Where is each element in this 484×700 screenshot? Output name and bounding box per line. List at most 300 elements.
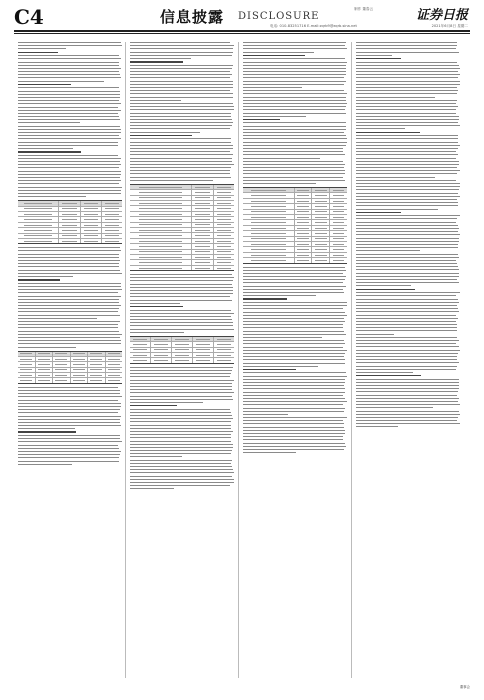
text-line — [356, 247, 458, 248]
table-cell — [106, 352, 123, 356]
text-line — [356, 218, 457, 219]
table-cell — [59, 217, 80, 221]
text-line — [243, 321, 345, 322]
text-line — [130, 170, 230, 171]
table-cell — [243, 193, 295, 197]
table-cell — [193, 348, 214, 352]
table-cell — [295, 226, 313, 230]
text-line — [243, 122, 346, 123]
text-line — [130, 479, 234, 480]
table-cell — [53, 373, 71, 377]
text-line — [356, 180, 456, 181]
table-cell — [59, 212, 80, 216]
text-line — [356, 93, 457, 94]
table-cell — [243, 220, 295, 224]
text-line — [356, 238, 459, 239]
table-cell — [330, 220, 347, 224]
text-line — [356, 71, 458, 72]
text-line — [18, 196, 86, 197]
text-line — [243, 77, 344, 78]
table-cell — [214, 337, 234, 341]
text-line — [243, 74, 346, 75]
table-cell — [192, 212, 213, 216]
table-cell — [18, 362, 36, 366]
text-line — [18, 263, 119, 264]
text-line — [243, 433, 345, 434]
text-line — [130, 437, 231, 438]
text-line — [130, 148, 233, 149]
text-line — [243, 138, 347, 139]
text-line — [356, 407, 433, 408]
text-line — [130, 412, 231, 413]
table-cell — [193, 358, 214, 362]
text-line — [356, 343, 456, 344]
table-cell — [192, 217, 213, 221]
table-cell — [214, 206, 234, 210]
table-cell — [81, 217, 102, 221]
text-line — [18, 180, 121, 181]
text-line — [18, 451, 121, 452]
text-line — [356, 48, 456, 49]
text-line — [243, 340, 344, 341]
text-line — [356, 263, 457, 264]
table-cell — [192, 196, 213, 200]
text-line — [130, 58, 191, 59]
table-cell — [295, 188, 313, 192]
text-line — [18, 412, 118, 413]
table-cell — [192, 233, 213, 237]
text-line — [18, 273, 122, 274]
text-line — [130, 460, 232, 461]
text-line — [18, 302, 119, 303]
text-line — [18, 324, 118, 325]
section-heading-line — [130, 61, 183, 62]
newspaper-logo: 证券日报 — [415, 8, 468, 23]
table-cell — [312, 253, 330, 257]
text-line — [18, 119, 120, 120]
text-line — [356, 164, 459, 165]
section-heading-line — [130, 405, 177, 406]
text-line — [18, 428, 75, 429]
text-line — [243, 423, 344, 424]
text-line — [18, 122, 80, 123]
text-line — [130, 386, 232, 387]
text-line — [356, 308, 458, 309]
text-line — [18, 457, 119, 458]
text-line — [18, 334, 122, 335]
table-cell — [172, 358, 193, 362]
table-cell — [330, 247, 347, 251]
text-line — [243, 173, 345, 174]
text-line — [130, 277, 234, 278]
text-line — [356, 359, 457, 360]
text-line — [356, 106, 458, 107]
text-line — [130, 300, 232, 301]
text-line — [356, 391, 458, 392]
table-cell — [59, 228, 80, 232]
text-line — [243, 90, 344, 91]
text-line — [18, 250, 121, 251]
text-line — [18, 103, 121, 104]
text-line — [18, 116, 119, 117]
text-line — [356, 151, 456, 152]
text-line — [130, 93, 233, 94]
table-cell — [71, 368, 89, 372]
table-cell — [53, 352, 71, 356]
text-line — [130, 472, 234, 473]
text-line — [356, 161, 459, 162]
text-line — [243, 292, 344, 293]
table-cell — [81, 207, 102, 211]
text-line — [243, 331, 344, 332]
table-cell — [330, 210, 347, 214]
text-line — [243, 180, 345, 181]
text-line — [130, 42, 230, 43]
text-line — [243, 372, 346, 373]
text-line — [243, 318, 344, 319]
text-line — [356, 55, 392, 56]
text-line — [356, 411, 459, 412]
text-line — [243, 408, 345, 409]
text-line — [356, 119, 459, 120]
text-line — [243, 48, 347, 49]
text-line — [18, 321, 120, 322]
text-line — [356, 254, 458, 255]
text-line — [130, 367, 233, 368]
section-heading-line — [243, 298, 287, 299]
text-line — [130, 488, 174, 489]
section-heading-line — [18, 52, 58, 53]
section-heading-line — [18, 151, 81, 152]
text-line — [18, 164, 121, 165]
table-cell — [193, 353, 214, 357]
text-line — [243, 315, 347, 316]
text-line — [243, 446, 346, 447]
text-line — [18, 276, 73, 277]
table-cell — [330, 226, 347, 230]
table-cell — [130, 255, 192, 259]
text-line — [243, 376, 347, 377]
text-line — [243, 116, 306, 117]
header-rule — [14, 30, 470, 32]
table-cell — [106, 362, 123, 366]
text-line — [356, 90, 458, 91]
column-divider — [351, 42, 352, 678]
text-line — [356, 77, 458, 78]
text-line — [18, 441, 122, 442]
table-cell — [330, 253, 347, 257]
text-line — [356, 125, 460, 126]
text-line — [18, 155, 118, 156]
text-line — [18, 318, 97, 319]
text-line — [18, 77, 121, 78]
table-cell — [312, 215, 330, 219]
table-cell — [71, 352, 89, 356]
text-line — [18, 311, 118, 312]
text-line — [18, 260, 120, 261]
section-heading-line — [18, 279, 60, 280]
data-table — [130, 184, 234, 271]
table-cell — [130, 250, 192, 254]
text-line — [243, 167, 344, 168]
text-line — [18, 142, 118, 143]
table-cell — [102, 201, 122, 205]
table-cell — [130, 228, 192, 232]
text-line — [130, 425, 231, 426]
table-cell — [18, 207, 59, 211]
table-cell — [59, 239, 80, 243]
text-line — [356, 340, 459, 341]
table-cell — [71, 373, 89, 377]
text-line — [356, 279, 457, 280]
text-line — [243, 52, 314, 53]
section-heading-line — [356, 212, 401, 213]
contact-line: 电话: 010-83251716 E-mail:zqrb9@zqrb.sina.net — [270, 24, 357, 28]
text-line — [130, 456, 182, 457]
text-line — [130, 447, 233, 448]
table-cell — [88, 378, 106, 382]
text-line — [356, 382, 459, 383]
table-cell — [295, 231, 313, 235]
table-cell — [81, 212, 102, 216]
text-line — [18, 340, 121, 341]
table-cell — [214, 217, 234, 221]
text-line — [243, 158, 320, 159]
text-line — [356, 116, 459, 117]
data-table — [130, 336, 234, 364]
text-line — [18, 419, 120, 420]
table-cell — [36, 357, 54, 361]
table-cell — [243, 258, 295, 262]
section-title: 信息披露 — [160, 8, 225, 26]
table-cell — [330, 237, 347, 241]
table-cell — [81, 228, 102, 232]
table-cell — [243, 188, 295, 192]
text-line — [356, 379, 459, 380]
table-cell — [18, 373, 36, 377]
table-cell — [330, 258, 347, 262]
text-line — [243, 312, 345, 313]
text-line — [243, 93, 347, 94]
text-line — [243, 289, 343, 290]
table-cell — [102, 234, 122, 238]
text-line — [130, 428, 231, 429]
table-cell — [295, 253, 313, 257]
text-line — [18, 308, 119, 309]
table-cell — [18, 217, 59, 221]
text-line — [18, 393, 120, 394]
table-cell — [214, 348, 234, 352]
text-line — [130, 280, 233, 281]
text-line — [356, 366, 457, 367]
section-heading-line — [243, 55, 305, 56]
text-line — [18, 416, 121, 417]
table-cell — [295, 220, 313, 224]
text-line — [356, 186, 460, 187]
page-code: C4 — [14, 5, 44, 29]
text-line — [18, 48, 66, 49]
text-line — [356, 113, 456, 114]
table-cell — [172, 337, 193, 341]
text-line — [356, 369, 456, 370]
table-cell — [130, 185, 192, 189]
table-cell — [53, 368, 71, 372]
text-line — [243, 411, 344, 412]
table-cell — [130, 348, 151, 352]
table-cell — [151, 358, 172, 362]
text-line — [356, 266, 458, 267]
text-line — [18, 422, 120, 423]
text-line — [243, 449, 344, 450]
data-table — [18, 351, 122, 384]
text-line — [356, 292, 460, 293]
table-cell — [330, 215, 347, 219]
table-cell — [243, 204, 295, 208]
text-line — [18, 425, 121, 426]
text-line — [356, 62, 457, 63]
table-cell — [106, 357, 123, 361]
text-line — [130, 132, 200, 133]
text-line — [243, 366, 318, 367]
text-column-1 — [18, 42, 122, 682]
text-line — [243, 267, 345, 268]
table-cell — [59, 201, 80, 205]
text-line — [18, 132, 121, 133]
text-line — [130, 45, 234, 46]
text-line — [18, 183, 119, 184]
table-cell — [81, 201, 102, 205]
text-line — [356, 135, 458, 136]
text-line — [130, 48, 233, 49]
table-cell — [312, 199, 330, 203]
table-row — [130, 266, 234, 270]
text-line — [130, 485, 230, 486]
table-cell — [330, 193, 347, 197]
data-table — [18, 200, 122, 244]
text-line — [356, 337, 457, 338]
table-cell — [106, 373, 123, 377]
table-cell — [192, 206, 213, 210]
text-line — [130, 415, 232, 416]
text-line — [243, 327, 343, 328]
text-line — [356, 324, 457, 325]
text-line — [130, 389, 232, 390]
issue-date: 2021年6月8日 星期二 — [431, 24, 468, 28]
text-line — [243, 97, 346, 98]
table-cell — [18, 212, 59, 216]
table-cell — [214, 233, 234, 237]
table-cell — [243, 199, 295, 203]
text-line — [356, 311, 459, 312]
text-line — [243, 170, 345, 171]
table-cell — [130, 266, 192, 270]
text-line — [356, 401, 458, 402]
table-cell — [151, 337, 172, 341]
table-cell — [36, 378, 54, 382]
table-cell — [36, 352, 54, 356]
text-line — [243, 388, 345, 389]
text-line — [356, 334, 394, 335]
table-cell — [151, 353, 172, 357]
text-line — [18, 158, 121, 159]
text-line — [356, 97, 435, 98]
text-line — [356, 122, 458, 123]
text-line — [356, 372, 413, 373]
text-line — [130, 87, 233, 88]
text-line — [18, 305, 121, 306]
text-line — [130, 421, 231, 422]
text-line — [130, 329, 234, 330]
text-line — [18, 296, 121, 297]
text-line — [18, 74, 120, 75]
text-line — [130, 482, 234, 483]
table-cell — [312, 242, 330, 246]
text-line — [356, 327, 457, 328]
text-line — [243, 270, 346, 271]
text-line — [243, 286, 346, 287]
text-line — [243, 302, 347, 303]
table-row — [18, 378, 122, 382]
text-line — [18, 129, 121, 130]
text-line — [130, 103, 233, 104]
text-line — [18, 337, 120, 338]
text-line — [130, 177, 231, 178]
text-line — [243, 109, 345, 110]
text-line — [243, 305, 347, 306]
text-line — [18, 161, 120, 162]
board-signature: 董事会 — [459, 685, 470, 689]
table-cell — [192, 185, 213, 189]
table-cell — [130, 358, 151, 362]
text-line — [243, 177, 343, 178]
table-cell — [18, 368, 36, 372]
text-line — [18, 91, 120, 92]
text-line — [18, 171, 121, 172]
text-line — [356, 388, 459, 389]
text-line — [356, 241, 459, 242]
text-line — [356, 209, 438, 210]
text-line — [18, 100, 119, 101]
table-cell — [214, 190, 234, 194]
text-line — [18, 403, 121, 404]
table-cell — [330, 204, 347, 208]
table-cell — [130, 206, 192, 210]
table-cell — [130, 342, 151, 346]
table-cell — [130, 353, 151, 357]
table-cell — [18, 234, 59, 238]
table-cell — [88, 368, 106, 372]
table-cell — [18, 357, 36, 361]
section-heading-line — [356, 375, 421, 376]
text-line — [356, 385, 459, 386]
text-line — [243, 417, 347, 418]
table-cell — [295, 204, 313, 208]
section-heading-line — [130, 135, 192, 136]
table-cell — [312, 258, 330, 262]
text-line — [243, 65, 346, 66]
table-cell — [312, 247, 330, 251]
text-line — [243, 430, 345, 431]
section-heading-line — [356, 289, 415, 290]
table-cell — [214, 228, 234, 232]
text-line — [243, 81, 346, 82]
text-line — [356, 356, 457, 357]
text-line — [356, 362, 459, 363]
text-line — [18, 145, 118, 146]
table-cell — [243, 253, 295, 257]
table-cell — [312, 226, 330, 230]
table-cell — [214, 212, 234, 216]
